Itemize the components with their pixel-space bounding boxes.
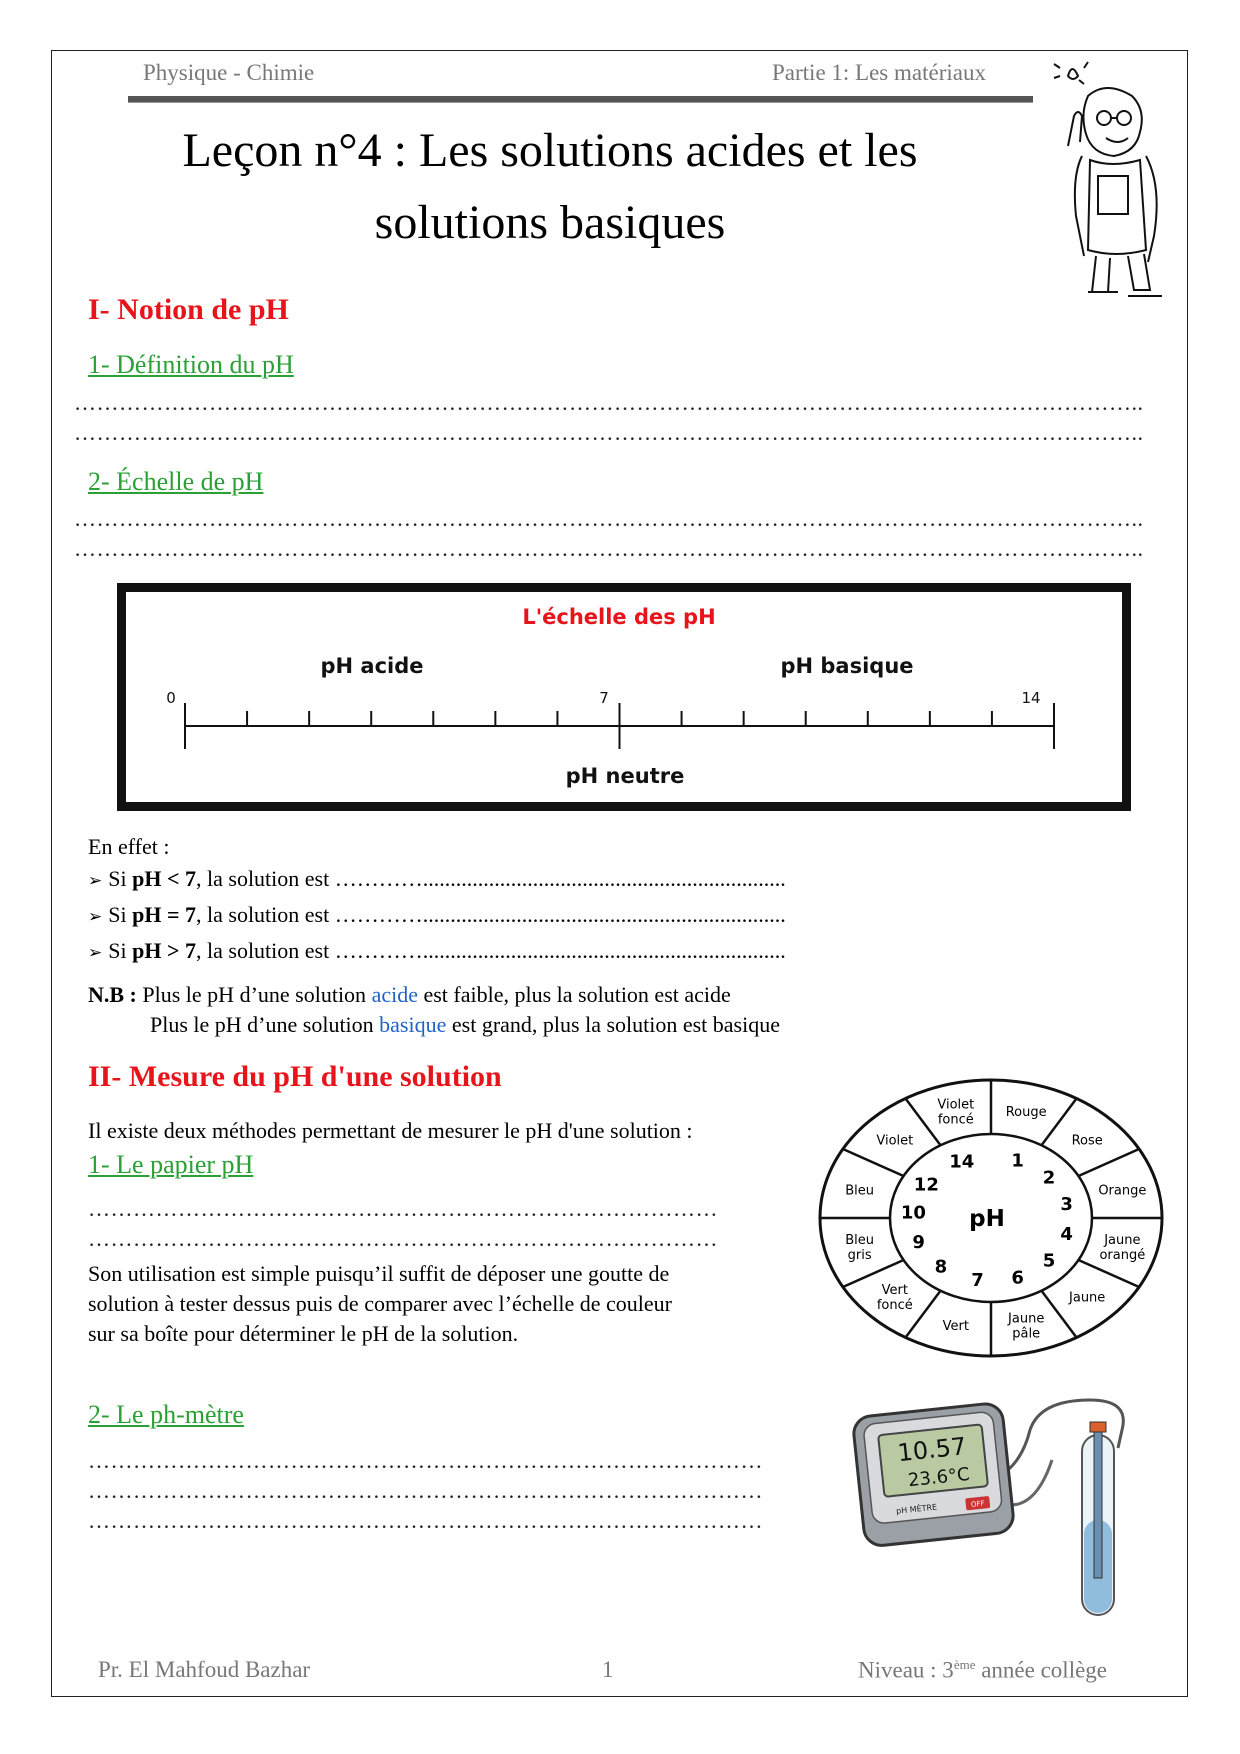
dotted-line: …………………………………………………………………………………………………………………………….. [74, 506, 1144, 531]
item-prefix: Si [108, 902, 133, 927]
item-text: , la solution est ………….................................................................. [196, 902, 786, 927]
wheel-number: 4 [1060, 1223, 1073, 1245]
scale-basic-label: pH basique [780, 654, 914, 678]
item-condition: pH = 7 [132, 902, 196, 927]
header-rule [128, 96, 1033, 103]
wheel-center-label: pH [969, 1206, 1005, 1232]
section-1-heading: I- Notion de pH [88, 293, 289, 326]
paper-description [88, 1259, 808, 1349]
dotted-line: ……………………………………………………………………………… [88, 1478, 763, 1503]
nb-text: est grand, plus la solution est basique [446, 1012, 780, 1037]
list-item [88, 898, 948, 934]
footer-page-number: 1 [602, 1657, 614, 1682]
wheel-number: 2 [1042, 1167, 1056, 1189]
wheel-number: 1 [1011, 1150, 1024, 1172]
scale-title: L'échelle des pH [522, 605, 716, 629]
wheel-number: 12 [913, 1174, 939, 1196]
nb-text: Plus le pH d’une solution [150, 1012, 380, 1037]
paragraph-line: solution à tester dessus puis de comparer avec l’échelle de couleur [88, 1291, 672, 1316]
ph-scale-svg [117, 583, 1131, 811]
list-item [88, 934, 948, 970]
wheel-color-label: Bleu gris [845, 1233, 875, 1264]
dotted-line: ……………………………………………………………………………… [88, 1448, 763, 1473]
scale-acid-label: pH acide [320, 654, 424, 678]
ph-scale-figure [117, 583, 1131, 811]
wheel-color-label: Violet [876, 1133, 914, 1149]
item-text: , la solution est ………….................................................................. [196, 866, 786, 891]
wheel-color-label: Vert foncé [876, 1282, 913, 1313]
arrow-bullet-icon: ➢ [88, 871, 103, 891]
item-text: , la solution est ………….................................................................. [196, 938, 786, 963]
nb-text: est faible, plus la solution est acide [417, 982, 731, 1007]
wheel-color-label: Rouge [1005, 1104, 1047, 1120]
tick-label-7: 7 [599, 689, 609, 707]
tick-label-14: 14 [1021, 689, 1041, 707]
wheel-number: 6 [1011, 1267, 1024, 1289]
wheel-number: 7 [971, 1270, 984, 1292]
page-title [120, 115, 980, 259]
item-prefix: Si [108, 866, 133, 891]
paragraph-line: Son utilisation est simple puisqu’il suffit de déposer une goutte de [88, 1261, 670, 1286]
wheel-number: 5 [1042, 1250, 1056, 1272]
dotted-line: ………………………………………………………………………… [88, 1196, 718, 1221]
wheel-color-label: Jaune pâle [1008, 1311, 1045, 1342]
nb-note [88, 980, 780, 1040]
footer-level-text: Niveau : 3 [858, 1657, 954, 1683]
nb-acid: acide [371, 982, 418, 1007]
meter-brand: pH MÈTRE [895, 1502, 938, 1516]
footer-author: Pr. El Mahfoud Bazhar [98, 1657, 311, 1682]
dotted-line: …………………………………………………………………………………………………………………………….. [74, 420, 1144, 445]
dotted-line: ………………………………………………………………………… [88, 1226, 718, 1251]
arrow-bullet-icon: ➢ [88, 943, 103, 963]
dotted-line: …………………………………………………………………………………………………………………………….. [74, 536, 1144, 561]
wheel-number: 10 [900, 1202, 926, 1224]
item-prefix: Si [108, 938, 133, 963]
effect-intro: En effet : [88, 834, 170, 859]
title-line-1: Leçon n°4 : Les solutions acides et les [182, 124, 918, 177]
tick-label-0: 0 [166, 689, 176, 707]
header-part: Partie 1: Les matériaux [772, 60, 986, 85]
wheel-number: 9 [912, 1232, 925, 1254]
lightbulb-icon [1068, 69, 1078, 79]
wheel-color-label: Bleu [845, 1183, 875, 1199]
nb-basic: basique [379, 1012, 447, 1037]
dotted-line: ……………………………………………………………………………… [88, 1508, 763, 1533]
footer-level-text: année collège [975, 1657, 1107, 1683]
wheel-number: 14 [949, 1151, 975, 1173]
section-2-heading: II- Mesure du pH d'une solution [88, 1060, 502, 1093]
wheel-number: 8 [934, 1256, 948, 1278]
item-condition: pH > 7 [132, 938, 196, 963]
effect-list [88, 862, 948, 970]
wheel-color-label: Jaune [1069, 1290, 1106, 1306]
ph-meter-illustration [850, 1390, 1162, 1630]
subsection-paper: 1- Le papier pH [88, 1150, 254, 1179]
scientist-illustration [1048, 56, 1178, 306]
arrow-bullet-icon: ➢ [88, 907, 103, 927]
ph-probe [1094, 1428, 1102, 1578]
section-2-intro: Il existe deux méthodes permettant de mesurer le pH d'une solution : [88, 1118, 693, 1143]
header-subject: Physique - Chimie [143, 60, 315, 85]
wheel-color-label: Violet foncé [937, 1097, 975, 1128]
wheel-color-label: Jaune orangé [1099, 1233, 1146, 1264]
nb-label: N.B : [88, 982, 137, 1007]
title-line-2: solutions basiques [374, 196, 726, 249]
list-item [88, 862, 948, 898]
wheel-color-label: Vert [942, 1319, 969, 1335]
meter-reading-temp: 23.6°C [907, 1463, 971, 1492]
wheel-color-label: Orange [1098, 1183, 1147, 1199]
ph-color-wheel [817, 1077, 1165, 1359]
nb-text: Plus le pH d’une solution [136, 982, 372, 1007]
subsection-scale: 2- Échelle de pH [88, 467, 264, 496]
meter-off-label: OFF [970, 1499, 985, 1509]
paragraph-line: sur sa boîte pour déterminer le pH de la solution. [88, 1321, 519, 1346]
wheel-color-label: Rose [1071, 1133, 1103, 1149]
meter-reading-ph: 10.57 [896, 1432, 968, 1468]
footer-level [858, 1657, 1107, 1684]
item-condition: pH < 7 [132, 866, 196, 891]
footer-level-sup: ème [953, 1657, 976, 1672]
scale-neutral-label: pH neutre [565, 764, 685, 788]
dotted-line: …………………………………………………………………………………………………………………………….. [74, 390, 1144, 415]
subsection-phmeter: 2- Le ph-mètre [88, 1400, 244, 1429]
wheel-number: 3 [1060, 1194, 1073, 1216]
subsection-definition: 1- Définition du pH [88, 350, 294, 379]
